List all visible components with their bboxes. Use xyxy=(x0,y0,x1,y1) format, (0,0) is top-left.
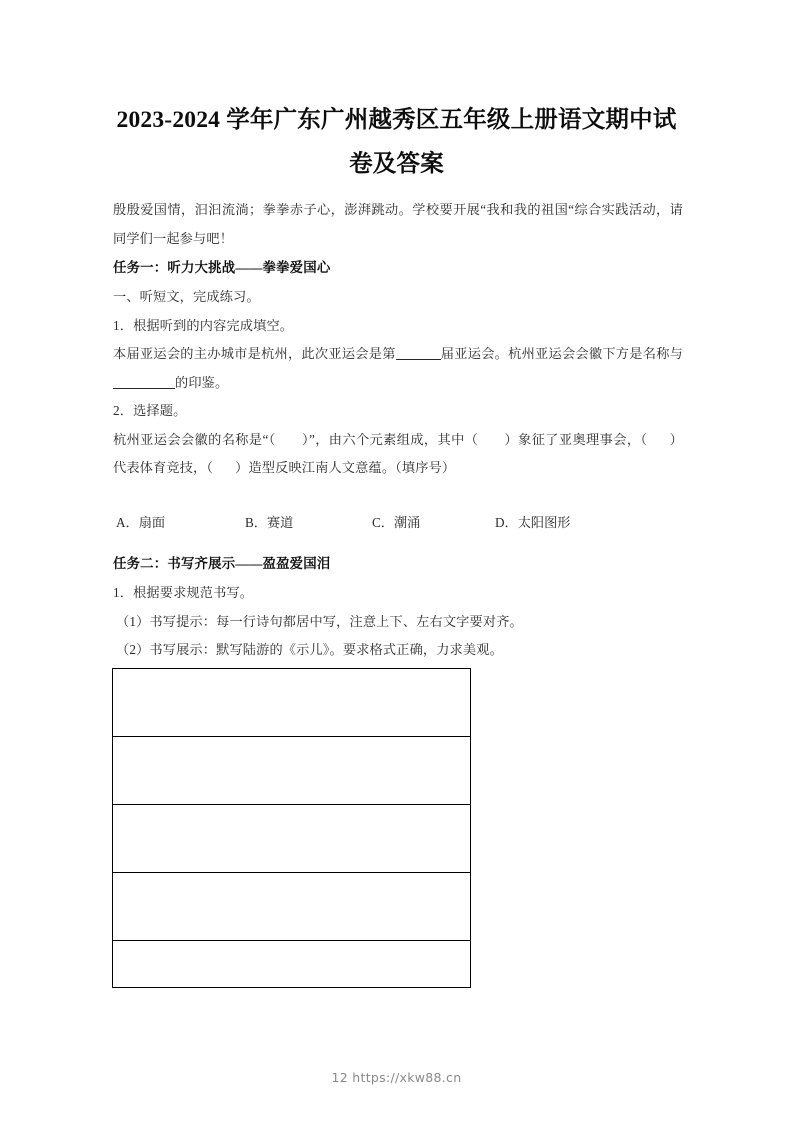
q2-text-3: ）象征了亚奥理事会，（ xyxy=(504,431,648,447)
q1-text-3: 的印鉴。 xyxy=(175,374,229,390)
q1-text-1: 本届亚运会的主办城市是杭州，此次亚运会是第 xyxy=(113,346,396,361)
task-two-heading: 任务二：书写齐展示——盈盈爱国泪 xyxy=(113,556,331,571)
option-c[interactable]: C．潮涌 xyxy=(372,515,421,530)
answer-blank-1[interactable] xyxy=(396,344,441,360)
task-two-sub2: （2）书写展示：默写陆游的《示儿》。要求格式正确，力求美观。 xyxy=(116,642,503,657)
page-footer-watermark: 12 https://xkw88.cn xyxy=(331,1070,462,1085)
task-one-q1-label: 1．根据听到的内容完成填空。 xyxy=(113,317,294,333)
q2-text-2: ）”，由六个元素组成，其中（ xyxy=(301,431,479,447)
task-two-body xyxy=(113,549,683,665)
table-row[interactable] xyxy=(113,669,471,737)
option-a[interactable]: A．扇面 xyxy=(116,515,166,530)
intro-paragraph: 殷殷爱国情，汩汩流淌；拳拳赤子心，澎湃跳动。学校要开展“我和我的祖国“综合实践活动，请同学们一起参与吧！ xyxy=(113,202,683,246)
task-one-q2-text xyxy=(113,426,683,483)
task-one-q2-label: 2．选择题。 xyxy=(113,403,187,418)
q2-text-1: 杭州亚运会会徽的名称是“（ xyxy=(113,431,276,447)
task-two-q1-label: 1．根据要求规范书写。 xyxy=(113,585,254,600)
document-body xyxy=(113,196,683,483)
task-one-heading: 任务一：听力大挑战——拳拳爱国心 xyxy=(113,260,331,275)
task-one-q1-fill-blank xyxy=(113,340,683,397)
table-row[interactable] xyxy=(113,737,471,805)
writing-grid-table xyxy=(112,668,471,988)
q1-text-2: 届亚运会。杭州亚运会会徽下方是名称与 xyxy=(440,346,683,361)
writing-cell[interactable] xyxy=(113,805,471,873)
option-d[interactable]: D．太阳图形 xyxy=(495,515,571,530)
q2-text-4: ）代表体育竞技，（ xyxy=(113,431,683,475)
table-row[interactable] xyxy=(113,873,471,941)
writing-cell[interactable] xyxy=(113,669,471,737)
answer-blank-2[interactable] xyxy=(113,373,175,389)
writing-cell[interactable] xyxy=(113,941,471,988)
writing-cell[interactable] xyxy=(113,873,471,941)
table-row[interactable] xyxy=(113,941,471,988)
writing-cell[interactable] xyxy=(113,737,471,805)
page-title: 2023-2024 学年广东广州越秀区五年级上册语文期中试卷及答案 xyxy=(116,107,677,177)
task-two-sub1: （1）书写提示：每一行诗句都居中写，注意上下、左右文字要对齐。 xyxy=(116,613,523,629)
writing-grid-body xyxy=(113,669,471,988)
task-one-section-line: 一、听短文，完成练习。 xyxy=(113,289,260,304)
option-b[interactable]: B．赛道 xyxy=(245,515,294,530)
q2-text-5: ）造型反映江南人文意蕴。（填序号） xyxy=(235,460,456,475)
table-row[interactable] xyxy=(113,805,471,873)
